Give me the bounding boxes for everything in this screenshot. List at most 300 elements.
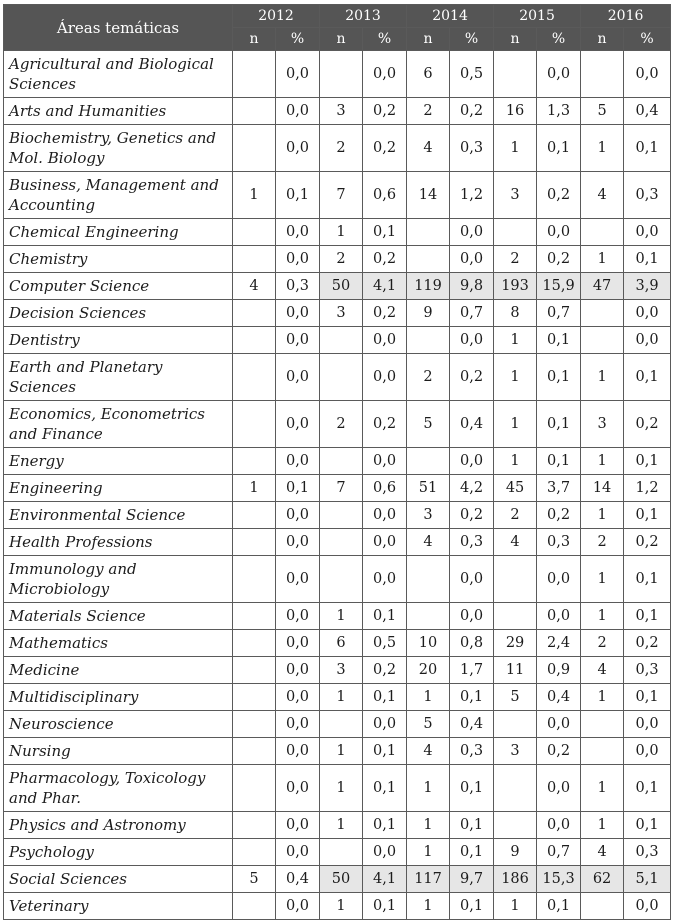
count-cell: 4: [581, 657, 624, 684]
area-name-cell: Dentistry: [4, 327, 233, 354]
count-cell: 1: [407, 765, 450, 812]
percent-cell: 0,0: [276, 738, 320, 765]
table-row: [4, 51, 671, 98]
count-cell: 1: [407, 839, 450, 866]
table-row: [4, 246, 671, 273]
count-cell: [494, 812, 537, 839]
count-cell: 4: [581, 172, 624, 219]
count-cell: 2: [320, 246, 363, 273]
pct-header: %: [276, 28, 320, 51]
count-cell: 16: [494, 98, 537, 125]
count-cell: 2: [581, 630, 624, 657]
percent-cell: 0,1: [624, 684, 671, 711]
percent-cell: 0,0: [450, 219, 494, 246]
percent-cell: 0,3: [624, 657, 671, 684]
percent-cell: 4,1: [363, 866, 407, 893]
percent-cell: 0,1: [624, 125, 671, 172]
count-cell: 1: [581, 448, 624, 475]
pct-header: %: [537, 28, 581, 51]
count-cell: [233, 657, 276, 684]
count-cell: [320, 839, 363, 866]
count-cell: 4: [494, 529, 537, 556]
table-row: [4, 603, 671, 630]
percent-cell: 0,0: [450, 448, 494, 475]
count-cell: 3: [320, 98, 363, 125]
percent-cell: 0,1: [624, 765, 671, 812]
percent-cell: 0,0: [537, 711, 581, 738]
count-cell: 1: [581, 684, 624, 711]
percent-cell: 0,0: [624, 893, 671, 920]
area-name-cell: Medicine: [4, 657, 233, 684]
percent-cell: 0,0: [276, 448, 320, 475]
pct-header: %: [450, 28, 494, 51]
percent-cell: 0,0: [624, 219, 671, 246]
percent-cell: 0,0: [450, 327, 494, 354]
percent-cell: 0,0: [624, 738, 671, 765]
percent-cell: 0,5: [363, 630, 407, 657]
percent-cell: 0,3: [450, 529, 494, 556]
count-cell: 1: [494, 448, 537, 475]
count-cell: [233, 98, 276, 125]
year-header: 2013: [320, 5, 407, 28]
count-cell: 1: [233, 172, 276, 219]
percent-cell: 0,0: [276, 839, 320, 866]
count-cell: 1: [320, 812, 363, 839]
percent-cell: 0,1: [276, 475, 320, 502]
table-row: [4, 765, 671, 812]
count-cell: 45: [494, 475, 537, 502]
percent-cell: 0,0: [276, 401, 320, 448]
count-cell: 1: [407, 812, 450, 839]
count-cell: 3: [494, 172, 537, 219]
count-cell: 1: [320, 765, 363, 812]
percent-cell: 0,0: [276, 51, 320, 98]
percent-cell: 0,9: [537, 657, 581, 684]
count-cell: 2: [407, 354, 450, 401]
percent-cell: 0,2: [537, 172, 581, 219]
count-cell: [233, 711, 276, 738]
percent-cell: 0,2: [450, 502, 494, 529]
count-cell: 1: [581, 125, 624, 172]
percent-cell: 15,3: [537, 866, 581, 893]
percent-cell: 9,7: [450, 866, 494, 893]
count-cell: 186: [494, 866, 537, 893]
count-cell: 4: [407, 738, 450, 765]
count-cell: [407, 603, 450, 630]
percent-cell: 0,0: [363, 556, 407, 603]
count-cell: 5: [407, 711, 450, 738]
count-cell: 1: [581, 603, 624, 630]
percent-cell: 1,3: [537, 98, 581, 125]
count-cell: [407, 219, 450, 246]
area-name-cell: Economics, Econometrics and Finance: [4, 401, 233, 448]
percent-cell: 0,1: [624, 246, 671, 273]
area-name-cell: Energy: [4, 448, 233, 475]
percent-cell: 0,2: [624, 401, 671, 448]
count-cell: [233, 684, 276, 711]
count-cell: [320, 529, 363, 556]
count-cell: 1: [233, 475, 276, 502]
count-cell: 1: [581, 556, 624, 603]
percent-cell: 1,2: [450, 172, 494, 219]
percent-cell: 0,4: [276, 866, 320, 893]
percent-cell: 0,1: [537, 354, 581, 401]
percent-cell: 0,4: [624, 98, 671, 125]
table-body: [4, 51, 671, 920]
percent-cell: 0,1: [450, 765, 494, 812]
percent-cell: 0,1: [537, 448, 581, 475]
area-name-cell: Multidisciplinary: [4, 684, 233, 711]
percent-cell: 0,0: [537, 219, 581, 246]
year-header: 2014: [407, 5, 494, 28]
count-cell: [581, 300, 624, 327]
percent-cell: 0,4: [450, 401, 494, 448]
count-cell: [320, 327, 363, 354]
count-cell: 2: [494, 502, 537, 529]
table-row: [4, 866, 671, 893]
percent-cell: 0,2: [537, 502, 581, 529]
count-cell: 6: [320, 630, 363, 657]
percent-cell: 4,2: [450, 475, 494, 502]
n-header: n: [581, 28, 624, 51]
percent-cell: 0,0: [624, 51, 671, 98]
area-name-cell: Mathematics: [4, 630, 233, 657]
percent-cell: 0,3: [624, 172, 671, 219]
count-cell: [407, 448, 450, 475]
area-name-cell: Veterinary: [4, 893, 233, 920]
area-name-cell: Engineering: [4, 475, 233, 502]
count-cell: [494, 765, 537, 812]
area-name-cell: Nursing: [4, 738, 233, 765]
count-cell: [233, 893, 276, 920]
percent-cell: 0,0: [537, 765, 581, 812]
count-cell: 9: [407, 300, 450, 327]
count-cell: 6: [407, 51, 450, 98]
percent-cell: 0,7: [537, 300, 581, 327]
count-cell: [233, 125, 276, 172]
percent-cell: 0,0: [363, 448, 407, 475]
count-cell: 14: [407, 172, 450, 219]
percent-cell: 0,0: [363, 327, 407, 354]
count-cell: 4: [233, 273, 276, 300]
count-cell: 1: [320, 219, 363, 246]
count-cell: [233, 354, 276, 401]
percent-cell: 0,0: [276, 812, 320, 839]
percent-cell: 0,1: [363, 219, 407, 246]
area-name-cell: Social Sciences: [4, 866, 233, 893]
percent-cell: 0,2: [450, 98, 494, 125]
table-row: [4, 448, 671, 475]
percent-cell: 0,0: [537, 603, 581, 630]
table-row: [4, 219, 671, 246]
count-cell: 1: [320, 603, 363, 630]
n-header: n: [494, 28, 537, 51]
count-cell: 5: [581, 98, 624, 125]
n-header: n: [233, 28, 276, 51]
table-row: [4, 502, 671, 529]
percent-cell: 0,0: [363, 711, 407, 738]
count-cell: [233, 738, 276, 765]
area-name-cell: Neuroscience: [4, 711, 233, 738]
count-cell: 20: [407, 657, 450, 684]
table-row: [4, 300, 671, 327]
count-cell: [494, 711, 537, 738]
percent-cell: 0,0: [363, 354, 407, 401]
count-cell: 47: [581, 273, 624, 300]
percent-cell: 1,7: [450, 657, 494, 684]
percent-cell: 0,2: [624, 529, 671, 556]
count-cell: 1: [581, 812, 624, 839]
count-cell: [494, 51, 537, 98]
count-cell: [320, 354, 363, 401]
area-name-cell: Chemical Engineering: [4, 219, 233, 246]
percent-cell: 0,1: [363, 812, 407, 839]
count-cell: 8: [494, 300, 537, 327]
count-cell: 1: [494, 401, 537, 448]
count-cell: 1: [494, 125, 537, 172]
percent-cell: 0,0: [276, 300, 320, 327]
count-cell: [320, 556, 363, 603]
percent-cell: 9,8: [450, 273, 494, 300]
percent-cell: 0,0: [624, 327, 671, 354]
table-row: [4, 475, 671, 502]
percent-cell: 0,1: [537, 401, 581, 448]
percent-cell: 4,1: [363, 273, 407, 300]
count-cell: 1: [494, 354, 537, 401]
area-name-cell: Agricultural and Biological Sciences: [4, 51, 233, 98]
table-row: [4, 556, 671, 603]
percent-cell: 0,2: [450, 354, 494, 401]
percent-cell: 0,3: [450, 738, 494, 765]
percent-cell: 0,4: [537, 684, 581, 711]
percent-cell: 0,1: [624, 812, 671, 839]
count-cell: 2: [494, 246, 537, 273]
count-cell: 50: [320, 273, 363, 300]
count-cell: [233, 502, 276, 529]
count-cell: 1: [320, 738, 363, 765]
count-cell: 1: [494, 893, 537, 920]
table-row: [4, 684, 671, 711]
area-name-cell: Earth and Planetary Sciences: [4, 354, 233, 401]
count-cell: 3: [581, 401, 624, 448]
percent-cell: 3,7: [537, 475, 581, 502]
table-row: [4, 711, 671, 738]
percent-cell: 0,1: [450, 684, 494, 711]
percent-cell: 0,1: [624, 603, 671, 630]
percent-cell: 0,1: [450, 893, 494, 920]
year-header: 2016: [581, 5, 671, 28]
percent-cell: 0,2: [624, 630, 671, 657]
percent-cell: 0,0: [276, 98, 320, 125]
count-cell: 4: [581, 839, 624, 866]
count-cell: 3: [407, 502, 450, 529]
count-cell: [233, 812, 276, 839]
table-row: [4, 354, 671, 401]
percent-cell: 2,4: [537, 630, 581, 657]
percent-cell: 0,0: [363, 529, 407, 556]
percent-cell: 0,1: [363, 893, 407, 920]
area-name-cell: Materials Science: [4, 603, 233, 630]
area-name-cell: Environmental Science: [4, 502, 233, 529]
percent-cell: 0,0: [363, 51, 407, 98]
percent-cell: 0,0: [276, 529, 320, 556]
percent-cell: 0,6: [363, 172, 407, 219]
count-cell: 119: [407, 273, 450, 300]
count-cell: 7: [320, 475, 363, 502]
count-cell: 2: [407, 98, 450, 125]
table-row: [4, 125, 671, 172]
percent-cell: 0,0: [624, 300, 671, 327]
table-row: [4, 657, 671, 684]
percent-cell: 0,1: [537, 125, 581, 172]
percent-cell: 0,0: [537, 556, 581, 603]
percent-cell: 0,0: [276, 556, 320, 603]
table-row: [4, 738, 671, 765]
percent-cell: 0,0: [276, 893, 320, 920]
percent-cell: 0,7: [537, 839, 581, 866]
count-cell: [233, 51, 276, 98]
percent-cell: 0,0: [276, 684, 320, 711]
percent-cell: 0,3: [624, 839, 671, 866]
area-name-cell: Computer Science: [4, 273, 233, 300]
percent-cell: 0,0: [276, 603, 320, 630]
percent-cell: 1,2: [624, 475, 671, 502]
percent-cell: 0,0: [276, 711, 320, 738]
count-cell: [581, 51, 624, 98]
area-name-cell: Business, Management and Accounting: [4, 172, 233, 219]
percent-cell: 0,0: [276, 765, 320, 812]
percent-cell: 0,0: [363, 839, 407, 866]
percent-cell: 0,0: [276, 327, 320, 354]
count-cell: [233, 300, 276, 327]
area-name-cell: Physics and Astronomy: [4, 812, 233, 839]
count-cell: [581, 219, 624, 246]
percent-cell: 0,0: [537, 812, 581, 839]
count-cell: 4: [407, 529, 450, 556]
count-cell: [320, 448, 363, 475]
percent-cell: 0,2: [363, 401, 407, 448]
area-name-cell: Immunology and Microbiology: [4, 556, 233, 603]
count-cell: 193: [494, 273, 537, 300]
percent-cell: 0,0: [276, 657, 320, 684]
area-name-cell: Chemistry: [4, 246, 233, 273]
percent-cell: 0,0: [276, 354, 320, 401]
count-cell: [233, 448, 276, 475]
count-cell: [233, 603, 276, 630]
count-cell: [233, 246, 276, 273]
percent-cell: 0,1: [624, 354, 671, 401]
count-cell: [233, 556, 276, 603]
count-cell: [233, 401, 276, 448]
table-row: [4, 839, 671, 866]
percent-cell: 0,1: [624, 502, 671, 529]
percent-cell: 15,9: [537, 273, 581, 300]
count-cell: 7: [320, 172, 363, 219]
percent-cell: 5,1: [624, 866, 671, 893]
count-cell: [494, 219, 537, 246]
area-name-cell: Arts and Humanities: [4, 98, 233, 125]
count-cell: [320, 51, 363, 98]
table-row: [4, 630, 671, 657]
count-cell: 62: [581, 866, 624, 893]
pct-header: %: [624, 28, 671, 51]
n-header: n: [320, 28, 363, 51]
percent-cell: 0,6: [363, 475, 407, 502]
area-name-cell: Decision Sciences: [4, 300, 233, 327]
percent-cell: 0,1: [363, 738, 407, 765]
percent-cell: 3,9: [624, 273, 671, 300]
count-cell: [494, 603, 537, 630]
percent-cell: 0,5: [450, 51, 494, 98]
count-cell: [233, 765, 276, 812]
count-cell: 2: [581, 529, 624, 556]
count-cell: 11: [494, 657, 537, 684]
count-cell: 2: [320, 125, 363, 172]
count-cell: [581, 893, 624, 920]
count-cell: 3: [320, 657, 363, 684]
count-cell: [407, 556, 450, 603]
area-name-cell: Pharmacology, Toxicology and Phar.: [4, 765, 233, 812]
count-cell: 5: [407, 401, 450, 448]
percent-cell: 0,2: [363, 657, 407, 684]
count-cell: [494, 556, 537, 603]
percent-cell: 0,0: [450, 603, 494, 630]
count-cell: 1: [581, 502, 624, 529]
percent-cell: 0,2: [363, 125, 407, 172]
count-cell: [407, 246, 450, 273]
count-cell: 29: [494, 630, 537, 657]
count-cell: 50: [320, 866, 363, 893]
areas-column-header: Áreas temáticas: [4, 5, 233, 51]
count-cell: 117: [407, 866, 450, 893]
percent-cell: 0,2: [537, 246, 581, 273]
percent-cell: 0,2: [363, 246, 407, 273]
count-cell: 1: [581, 765, 624, 812]
percent-cell: 0,1: [363, 765, 407, 812]
count-cell: [407, 327, 450, 354]
count-cell: [581, 711, 624, 738]
table-row: [4, 812, 671, 839]
thematic-areas-table: [3, 4, 671, 920]
count-cell: 2: [320, 401, 363, 448]
percent-cell: 0,7: [450, 300, 494, 327]
table-row: [4, 893, 671, 920]
count-cell: [320, 502, 363, 529]
percent-cell: 0,1: [363, 684, 407, 711]
percent-cell: 0,1: [450, 839, 494, 866]
percent-cell: 0,0: [276, 219, 320, 246]
percent-cell: 0,8: [450, 630, 494, 657]
count-cell: 51: [407, 475, 450, 502]
percent-cell: 0,1: [624, 556, 671, 603]
percent-cell: 0,0: [276, 246, 320, 273]
percent-cell: 0,1: [624, 448, 671, 475]
percent-cell: 0,3: [537, 529, 581, 556]
table-row: [4, 529, 671, 556]
percent-cell: 0,0: [450, 556, 494, 603]
count-cell: 1: [581, 354, 624, 401]
percent-cell: 0,0: [276, 502, 320, 529]
percent-cell: 0,1: [363, 603, 407, 630]
year-header: 2012: [233, 5, 320, 28]
count-cell: 1: [320, 893, 363, 920]
count-cell: 1: [407, 893, 450, 920]
count-cell: [233, 529, 276, 556]
year-header: 2015: [494, 5, 581, 28]
count-cell: 5: [233, 866, 276, 893]
percent-cell: 0,0: [276, 630, 320, 657]
area-name-cell: Psychology: [4, 839, 233, 866]
